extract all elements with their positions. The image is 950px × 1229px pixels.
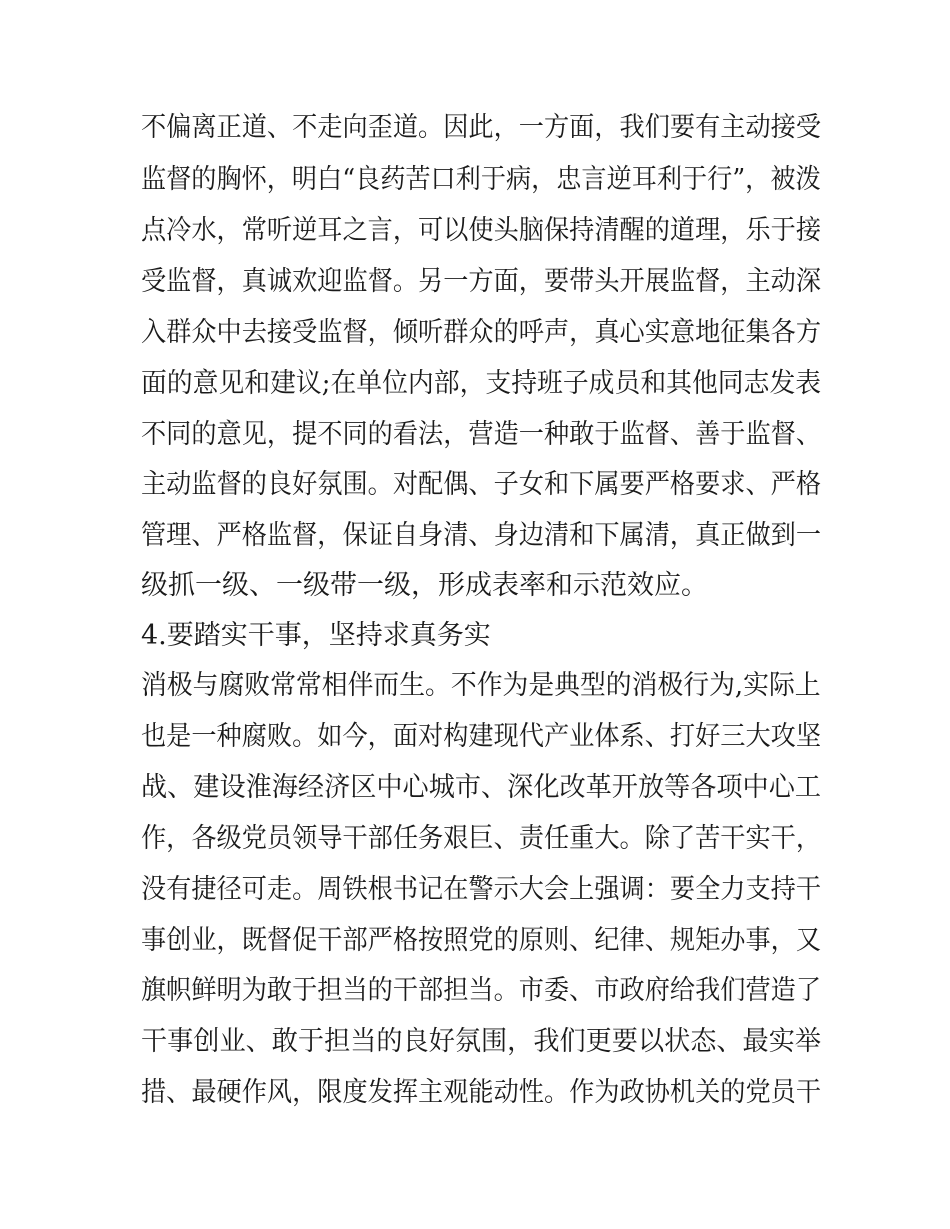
paragraph-line: 消极与腐败常常相伴而生。不作为是典型的消极行为,实际上 — [141, 670, 821, 701]
paragraph-line: 监督的胸怀，明白“良药苦口利于病，忠言逆耳利于行”，被泼 — [141, 164, 821, 195]
paragraph-line: 没有捷径可走。周铁根书记在警示大会上强调：要全力支持干 — [141, 874, 822, 905]
section-heading: 4.要踏实干事，坚持求真务实 — [141, 620, 491, 651]
paragraph-line: 不同的意见，提不同的看法，营造一种敢于监督、善于监督、 — [141, 419, 822, 450]
paragraph-line: 入群众中去接受监督，倾听群众的呼声，真心实意地征集各方 — [141, 317, 822, 348]
paragraph-line: 战、建设淮海经济区中心城市、深化改革开放等各项中心工 — [141, 772, 822, 803]
paragraph-line: 也是一种腐败。如今，面对构建现代产业体系、打好三大攻坚 — [141, 721, 822, 752]
paragraph-line: 作，各级党员领导干部任务艰巨、责任重大。除了苦干实干， — [141, 823, 822, 854]
paragraph-line: 受监督，真诚欢迎监督。另一方面，要带头开展监督，主动深 — [141, 266, 822, 297]
paragraph-line: 点冷水，常听逆耳之言，可以使头脑保持清醒的道理，乐于接 — [141, 215, 822, 246]
paragraph-line: 面的意见和建议;在单位内部，支持班子成员和其他同志发表 — [141, 368, 822, 399]
paragraph-line: 级抓一级、一级带一级，形成表率和示范效应。 — [141, 570, 708, 601]
paragraph-line: 事创业，既督促干部严格按照党的原则、纪律、规矩办事，又 — [141, 925, 822, 956]
paragraph-line: 措、最硬作风，限度发挥主观能动性。作为政协机关的党员干 — [141, 1077, 822, 1108]
paragraph-line: 不偏离正道、不走向歪道。因此，一方面，我们要有主动接受 — [141, 112, 822, 143]
paragraph-line: 主动监督的良好氛围。对配偶、子女和下属要严格要求、严格 — [141, 469, 822, 500]
paragraph-line: 干事创业、敢于担当的良好氛围，我们更要以状态、最实举 — [141, 1026, 822, 1057]
paragraph-line: 旗帜鲜明为敢于担当的干部担当。市委、市政府给我们营造了 — [141, 975, 822, 1006]
paragraph-line: 管理、严格监督，保证自身清、身边清和下属清，真正做到一 — [141, 520, 822, 551]
